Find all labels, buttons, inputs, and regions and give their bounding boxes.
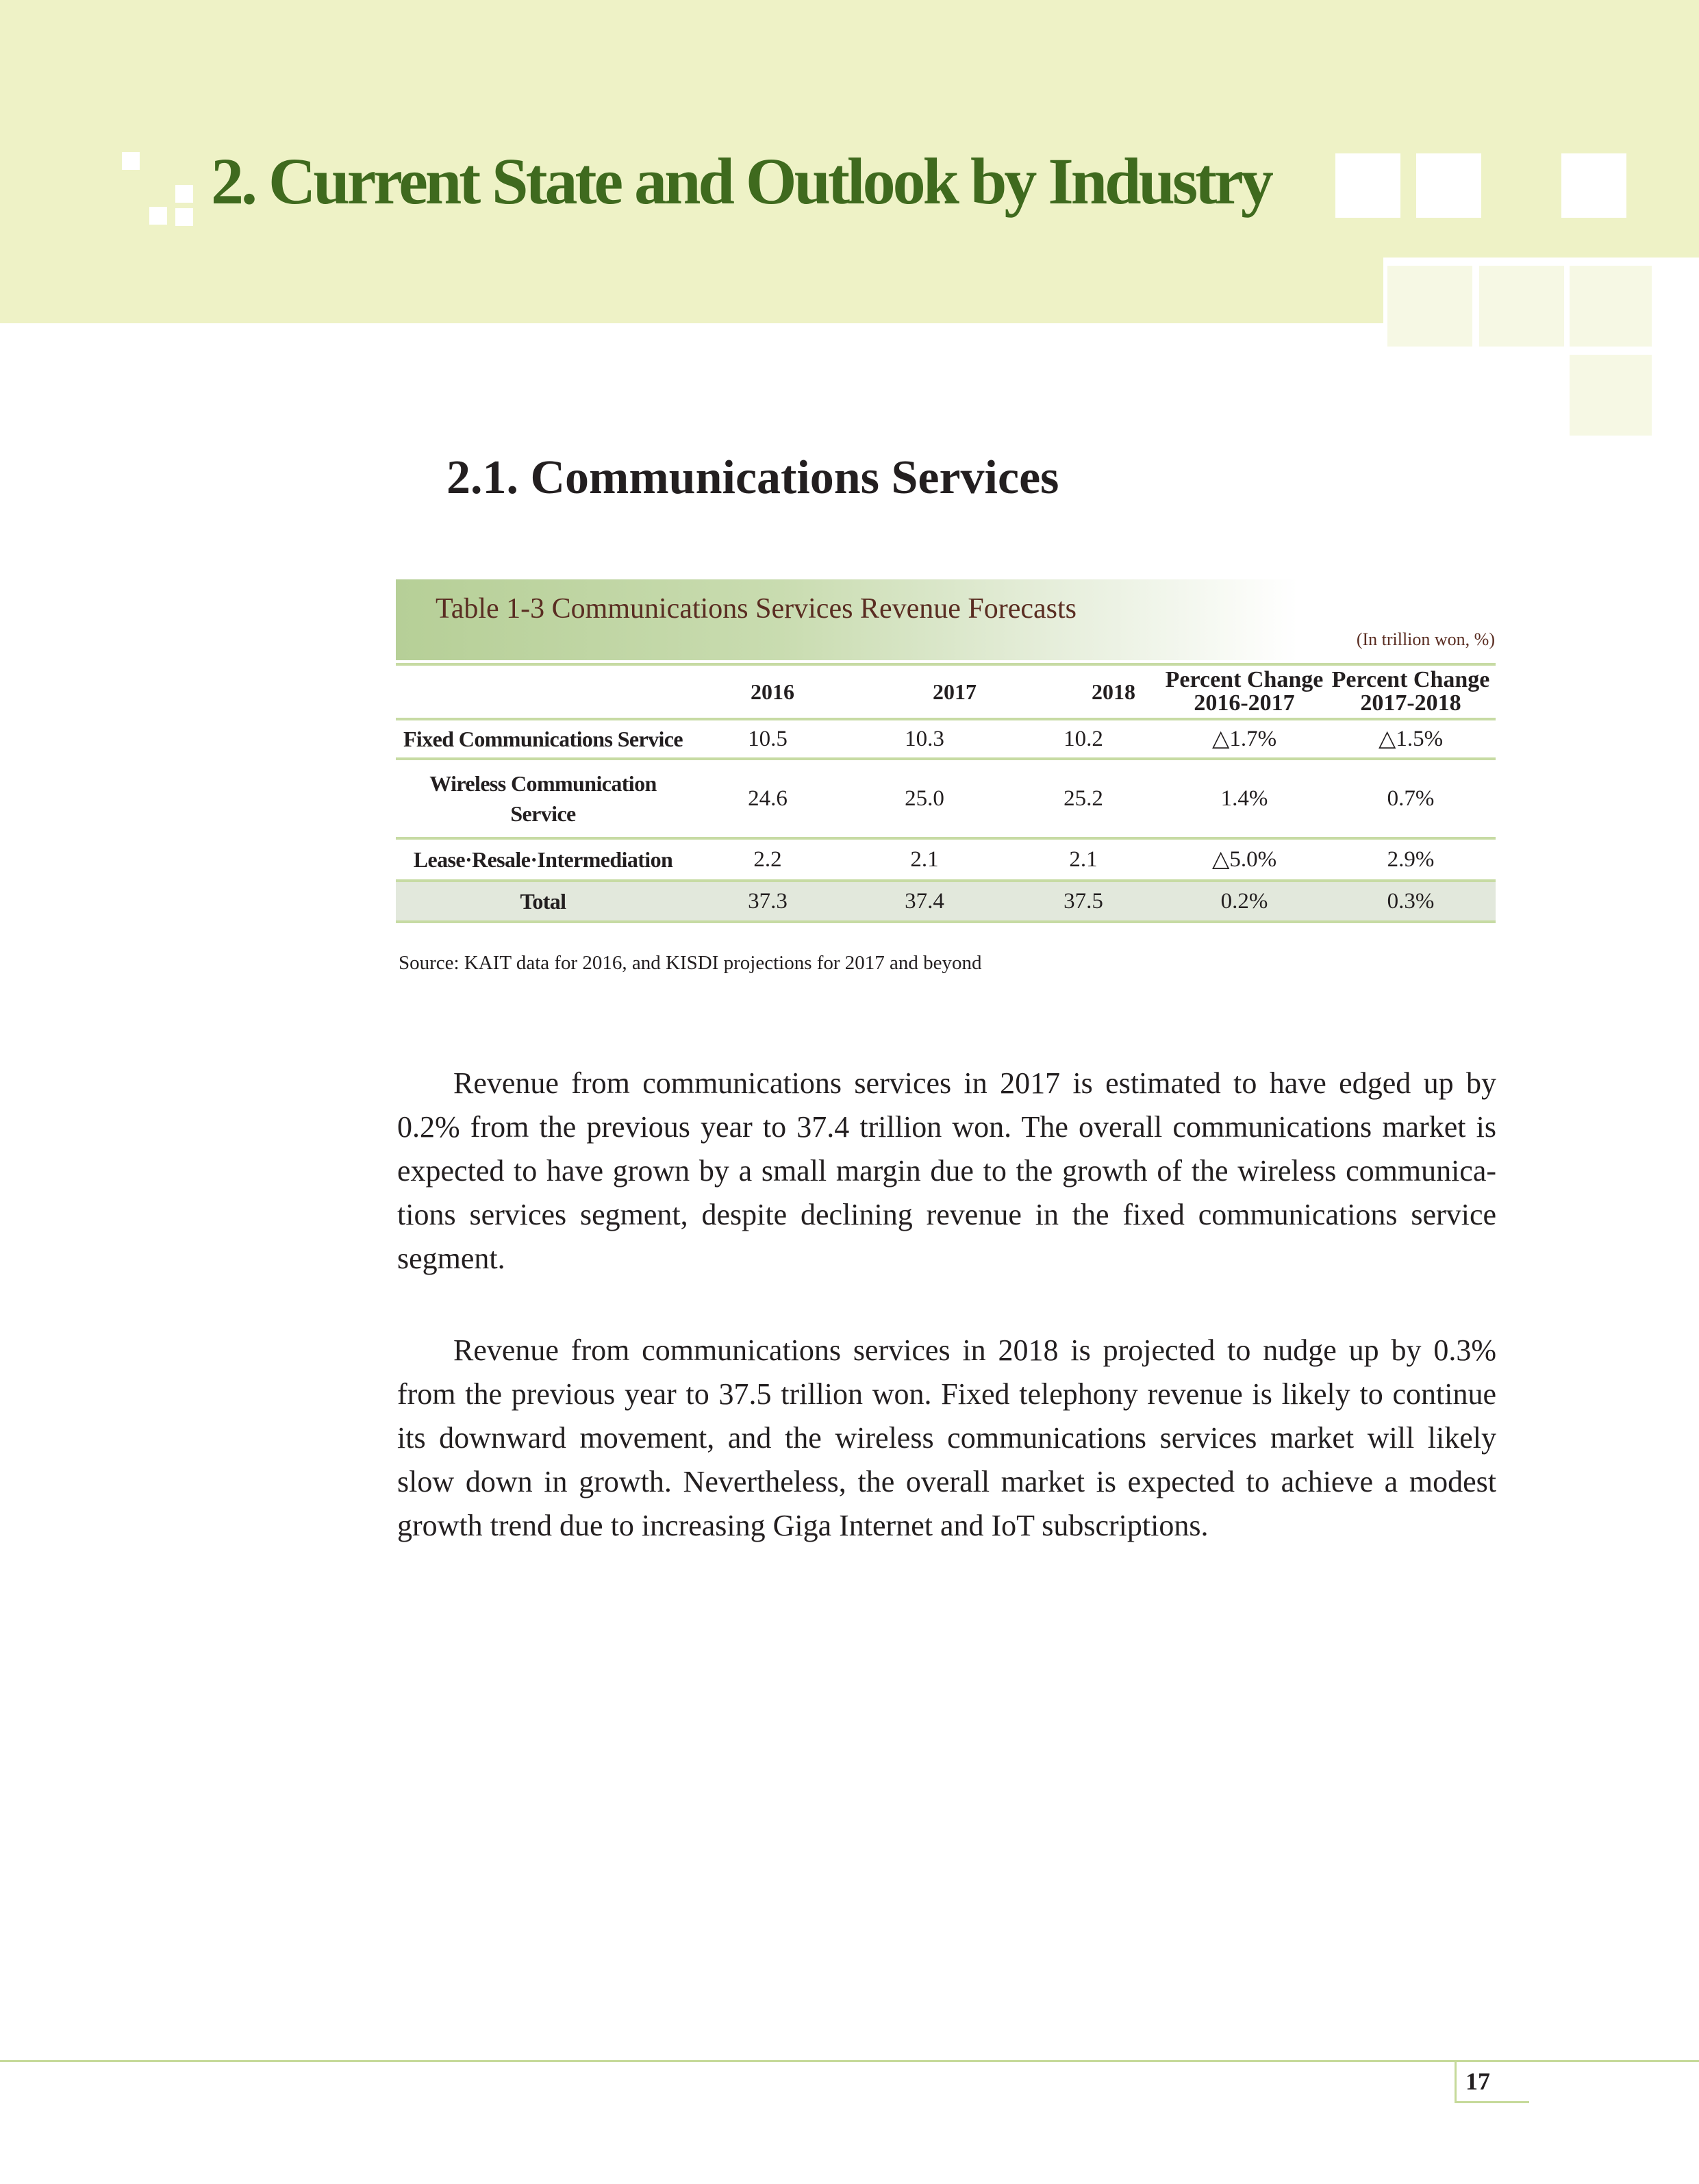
decorative-square	[1416, 153, 1481, 218]
cell-2017: 25.0	[845, 759, 1004, 838]
cell-percent-change-2017-2018: 0.3%	[1326, 881, 1496, 922]
chapter-title: 2. Current State and Outlook by Industry	[211, 145, 1271, 218]
table-header-row	[396, 664, 1496, 719]
cell-2017: 2.1	[845, 838, 1004, 881]
cell-percent-change-2017-2018: 0.7%	[1326, 759, 1496, 838]
cell-2018: 37.5	[1004, 881, 1163, 922]
table-unit-note: (In trillion won, %)	[1356, 629, 1495, 649]
row-label-line2: Service	[510, 801, 576, 826]
header-pc2-line1: Percent Change	[1331, 667, 1490, 692]
page-number: 17	[1465, 2068, 1490, 2095]
decorative-square	[1479, 266, 1564, 347]
cell-percent-change-2016-2017: 0.2%	[1163, 881, 1326, 922]
row-label-line1: Wireless Communication	[429, 771, 657, 796]
body-paragraph: Revenue from communications services in 2017 is estimated to have edged up by 0.2% from the previous year to 37.4 trillion won. The overall communications market is expected to have grown by a small margin due to the growth of the wireless communica-tions services segment, despite declining revenue in the fixed communications service segment.	[397, 1066, 1496, 1275]
decorative-square	[175, 185, 193, 203]
decorative-square	[1387, 266, 1472, 347]
row-label: Total	[396, 881, 690, 922]
body-paragraph: Revenue from communications services in 2018 is projected to nudge up by 0.3% from the previous year to 37.5 trillion won. Fixed telephony revenue is likely to continue its downward movement, and the wireless communications services market will likely slow down in growth. Nevertheless, the overall market is expected to achieve a modest growth trend due to increasing Giga Internet and IoT subscriptions.	[397, 1333, 1496, 1542]
revenue-forecast-table	[396, 663, 1496, 923]
cell-percent-change-2016-2017: 1.4%	[1163, 759, 1326, 838]
table-source-note: Source: KAIT data for 2016, and KISDI projections for 2017 and beyond	[399, 952, 982, 974]
cell-2016: 37.3	[690, 881, 845, 922]
decorative-square	[175, 208, 193, 226]
decorative-square	[1561, 153, 1626, 218]
header-percent-change-2017-2018	[1326, 664, 1496, 719]
footer-rule	[0, 2060, 1699, 2062]
table-row-total	[396, 881, 1496, 922]
cell-percent-change-2016-2017: △1.7%	[1163, 719, 1326, 759]
row-label: Fixed Communications Service	[396, 719, 690, 759]
decorative-square	[1570, 355, 1652, 436]
cell-2016: 2.2	[690, 838, 845, 881]
section-heading: 2.1. Communications Services	[446, 451, 1059, 504]
header-2018: 2018	[1004, 664, 1163, 719]
cell-percent-change-2016-2017: △5.0%	[1163, 838, 1326, 881]
decorative-square	[1335, 153, 1400, 218]
row-label	[396, 759, 690, 838]
cell-2017: 10.3	[845, 719, 1004, 759]
header-pc1-line2: 2016-2017	[1194, 690, 1295, 716]
table-row-fixed-communications	[396, 719, 1496, 759]
header-percent-change-2016-2017	[1163, 664, 1326, 719]
header-pc1-line1: Percent Change	[1165, 667, 1324, 692]
cell-percent-change-2017-2018: △1.5%	[1326, 719, 1496, 759]
cell-2018: 10.2	[1004, 719, 1163, 759]
header-2017: 2017	[845, 664, 1004, 719]
decorative-square	[1570, 266, 1652, 347]
header-pc2-line2: 2017-2018	[1360, 690, 1461, 716]
cell-2018: 2.1	[1004, 838, 1163, 881]
row-label: Lease·Resale·Intermediation	[396, 838, 690, 881]
header-label-cell	[396, 664, 690, 719]
cell-2016: 10.5	[690, 719, 845, 759]
cell-2017: 37.4	[845, 881, 1004, 922]
table-caption: Table 1-3 Communications Services Revenue Forecasts	[436, 593, 1077, 625]
table-row-wireless-communication	[396, 759, 1496, 838]
header-2016: 2016	[690, 664, 845, 719]
cell-2016: 24.6	[690, 759, 845, 838]
cell-2018: 25.2	[1004, 759, 1163, 838]
decorative-square	[122, 152, 140, 170]
table-row-lease-resale-intermediation	[396, 838, 1496, 881]
cell-percent-change-2017-2018: 2.9%	[1326, 838, 1496, 881]
decorative-square	[149, 207, 167, 225]
